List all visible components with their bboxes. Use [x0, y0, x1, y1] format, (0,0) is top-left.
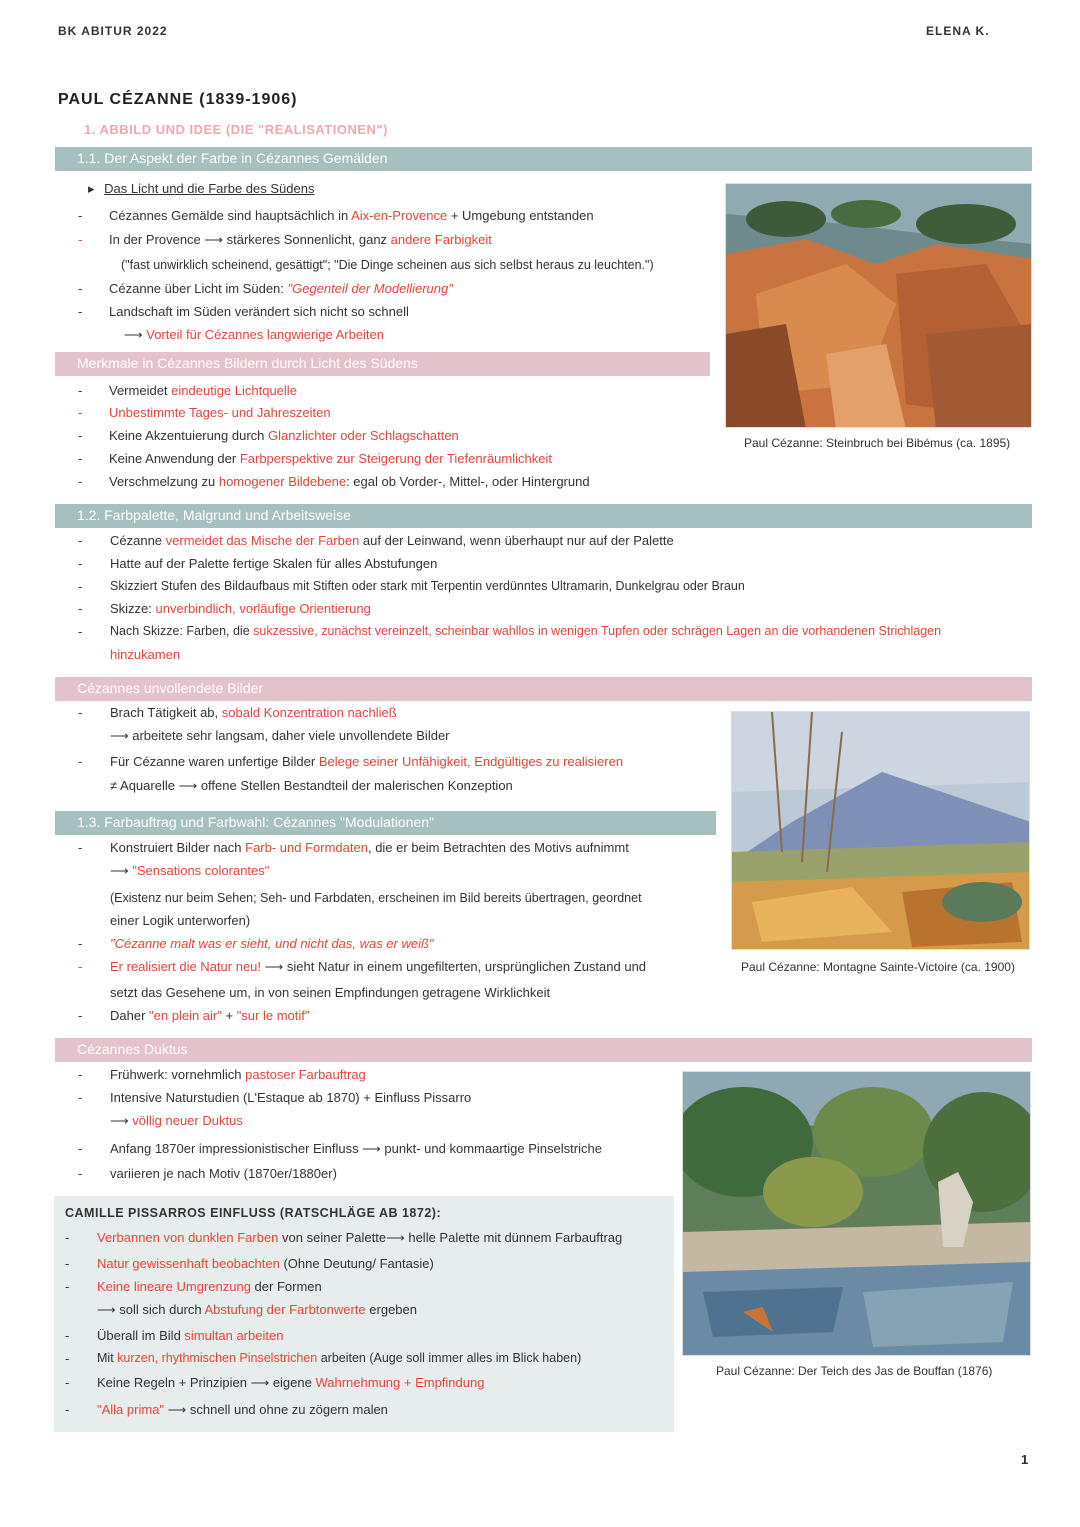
- dash: -: [78, 474, 83, 489]
- list-item: setzt das Gesehene um, in von seinen Empfindungen getragene Wirklichkeit: [110, 985, 551, 1000]
- list-item: Cézannes Gemälde sind hauptsächlich in Aix-en-Provence + Umgebung entstanden: [109, 208, 594, 223]
- bullet-licht: ▸ Das Licht und die Farbe des Südens: [88, 181, 315, 196]
- triangle-bullet-icon: ▸: [88, 181, 95, 196]
- painting-teich: [682, 1071, 1031, 1356]
- list-item: ⟶ "Sensations colorantes": [110, 863, 270, 878]
- list-item: "Alla prima" ⟶ schnell und ohne zu zögern malen: [97, 1402, 388, 1417]
- dash: -: [78, 533, 83, 548]
- dash: -: [78, 383, 83, 398]
- dash: -: [78, 1008, 83, 1023]
- dash: -: [78, 428, 83, 443]
- unvollendet-heading: Cézannes unvollendete Bilder: [55, 677, 1032, 701]
- dash: -: [78, 840, 83, 855]
- caption-sainte-victoire: Paul Cézanne: Montagne Sainte-Victoire (ca. 1900): [741, 960, 1015, 974]
- list-item: (Existenz nur beim Sehen; Seh- und Farbdaten, erscheinen im Bild bereits übertragen, geordnet: [110, 891, 642, 905]
- list-item: variieren je nach Motiv (1870er/1880er): [110, 1166, 337, 1181]
- section-1-2-heading: 1.2. Farbpalette, Malgrund und Arbeitsweise: [55, 504, 1032, 528]
- list-item: Cézanne über Licht im Süden: "Gegenteil der Modellierung": [109, 281, 453, 296]
- list-item: Unbestimmte Tages- und Jahreszeiten: [109, 405, 331, 420]
- list-item: Anfang 1870er impressionistischer Einfluss ⟶ punkt- und kommaartige Pinselstriche: [110, 1141, 602, 1156]
- dash: -: [65, 1351, 70, 1366]
- dash: -: [65, 1230, 70, 1245]
- page-number: 1: [1021, 1452, 1029, 1467]
- list-item: Landschaft im Süden verändert sich nicht so schnell: [109, 304, 409, 319]
- list-item: In der Provence ⟶ stärkeres Sonnenlicht, ganz andere Farbigkeit: [109, 232, 492, 247]
- dash: -: [78, 1141, 83, 1156]
- dash: -: [78, 451, 83, 466]
- list-item: Daher "en plein air" + "sur le motif": [110, 1008, 310, 1023]
- list-item: ⟶ völlig neuer Duktus: [110, 1113, 243, 1128]
- dash: -: [65, 1402, 70, 1417]
- painting-steinbruch: [725, 183, 1032, 428]
- dash: -: [65, 1256, 70, 1271]
- list-item: Vermeidet eindeutige Lichtquelle: [109, 383, 297, 398]
- caption-teich: Paul Cézanne: Der Teich des Jas de Bouffan (1876): [716, 1364, 993, 1378]
- list-item: Keine Anwendung der Farbperspektive zur Steigerung der Tiefenräumlichkeit: [109, 451, 552, 466]
- dash: -: [65, 1328, 70, 1343]
- dash: -: [78, 1090, 83, 1105]
- list-item: Cézanne vermeidet das Mische der Farben auf der Leinwand, wenn überhaupt nur auf der Palette: [110, 533, 674, 548]
- page-title: PAUL CÉZANNE (1839-1906): [58, 91, 298, 108]
- list-item: Skizze: unverbindlich, vorläufige Orientierung: [110, 601, 371, 616]
- list-item: Überall im Bild simultan arbeiten: [97, 1328, 284, 1343]
- dash: -: [78, 754, 83, 769]
- dash: -: [78, 1067, 83, 1082]
- list-item: "Cézanne malt was er sieht, und nicht das, was er weiß": [110, 936, 434, 951]
- dash: -: [78, 556, 83, 571]
- list-item: Keine Regeln + Prinzipien ⟶ eigene Wahrnehmung + Empfindung: [97, 1375, 485, 1390]
- dash: -: [65, 1375, 70, 1390]
- dash: -: [78, 232, 83, 247]
- header-left: BK ABITUR 2022: [58, 24, 168, 38]
- list-item: Keine lineare Umgrenzung der Formen: [97, 1279, 322, 1294]
- list-item: Verbannen von dunklen Farben von seiner Palette⟶ helle Palette mit dünnem Farbauftrag: [97, 1230, 623, 1245]
- list-item: Nach Skizze: Farben, die sukzessive, zunächst vereinzelt, scheinbar wahllos in wenigen Tupfen oder schrägen Lagen an die vorhandenen Strichlagen: [110, 624, 942, 638]
- list-item: Natur gewissenhaft beobachten (Ohne Deutung/ Fantasie): [97, 1256, 434, 1271]
- section-1-1-heading: 1.1. Der Aspekt der Farbe in Cézannes Gemälden: [55, 147, 1032, 171]
- duktus-heading: Cézannes Duktus: [55, 1038, 1032, 1062]
- merkmale-heading: Merkmale in Cézannes Bildern durch Licht des Südens: [55, 352, 710, 376]
- dash: -: [78, 601, 83, 616]
- header-right: ELENA K.: [926, 24, 990, 38]
- list-item: Mit kurzen, rhythmischen Pinselstrichen arbeiten (Auge soll immer alles im Blick haben): [97, 1351, 582, 1365]
- list-item: Intensive Naturstudien (L'Estaque ab 1870) + Einfluss Pissarro: [110, 1090, 472, 1105]
- list-item: Für Cézanne waren unfertige Bilder Belege seiner Unfähigkeit, Endgültiges zu realisieren: [110, 754, 624, 769]
- dash: -: [78, 281, 83, 296]
- list-item: ("fast unwirklich scheinend, gesättigt"; "Die Dinge scheinen aus sich selbst heraus zu leuchten."): [121, 258, 654, 272]
- dash: -: [78, 304, 83, 319]
- list-item: Brach Tätigkeit ab, sobald Konzentration nachließ: [110, 705, 397, 720]
- dash: -: [78, 959, 83, 974]
- list-item: Frühwerk: vornehmlich pastoser Farbauftrag: [110, 1067, 366, 1082]
- dash: -: [78, 624, 83, 639]
- list-item: ⟶ Vorteil für Cézannes langwierige Arbeiten: [124, 327, 385, 342]
- list-item: Verschmelzung zu homogener Bildebene: egal ob Vorder-, Mittel-, oder Hintergrund: [109, 474, 590, 489]
- dash: -: [78, 405, 83, 420]
- painting-sainte-victoire: [731, 711, 1030, 950]
- list-item: ≠ Aquarelle ⟶ offene Stellen Bestandteil der malerischen Konzeption: [110, 778, 513, 793]
- list-item: Konstruiert Bilder nach Farb- und Formdaten, die er beim Betrachten des Motivs aufnimmt: [110, 840, 629, 855]
- list-item: einer Logik unterworfen): [110, 913, 251, 928]
- list-item: Er realisiert die Natur neu! ⟶ sieht Natur in einem ungefilterten, ursprünglichen Zustand und: [110, 959, 647, 974]
- caption-steinbruch: Paul Cézanne: Steinbruch bei Bibémus (ca. 1895): [744, 436, 1011, 450]
- dash: -: [78, 208, 83, 223]
- dash: -: [78, 936, 83, 951]
- section-1-3-heading: 1.3. Farbauftrag und Farbwahl: Cézannes "Modulationen": [55, 811, 716, 835]
- pissarro-heading: CAMILLE PISSARROS EINFLUSS (RATSCHLÄGE AB 1872):: [65, 1206, 442, 1220]
- list-item: ⟶ soll sich durch Abstufung der Farbtonwerte ergeben: [97, 1302, 417, 1317]
- list-item: Keine Akzentuierung durch Glanzlichter oder Schlagschatten: [109, 428, 459, 443]
- section-subtitle: 1. ABBILD UND IDEE (DIE "REALISATIONEN"): [84, 122, 388, 137]
- dash: -: [78, 1166, 83, 1181]
- list-item: Hatte auf der Palette fertige Skalen für alles Abstufungen: [110, 556, 438, 571]
- dash: -: [78, 579, 83, 594]
- list-item-cont: hinzukamen: [110, 647, 181, 662]
- list-item: ⟶ arbeitete sehr langsam, daher viele unvollendete Bilder: [110, 728, 450, 743]
- dash: -: [65, 1279, 70, 1294]
- dash: -: [78, 705, 83, 720]
- list-item: Skizziert Stufen des Bildaufbaus mit Stiften oder stark mit Terpentin verdünntes Ultramarin, Dunkelgrau oder Braun: [110, 579, 745, 593]
